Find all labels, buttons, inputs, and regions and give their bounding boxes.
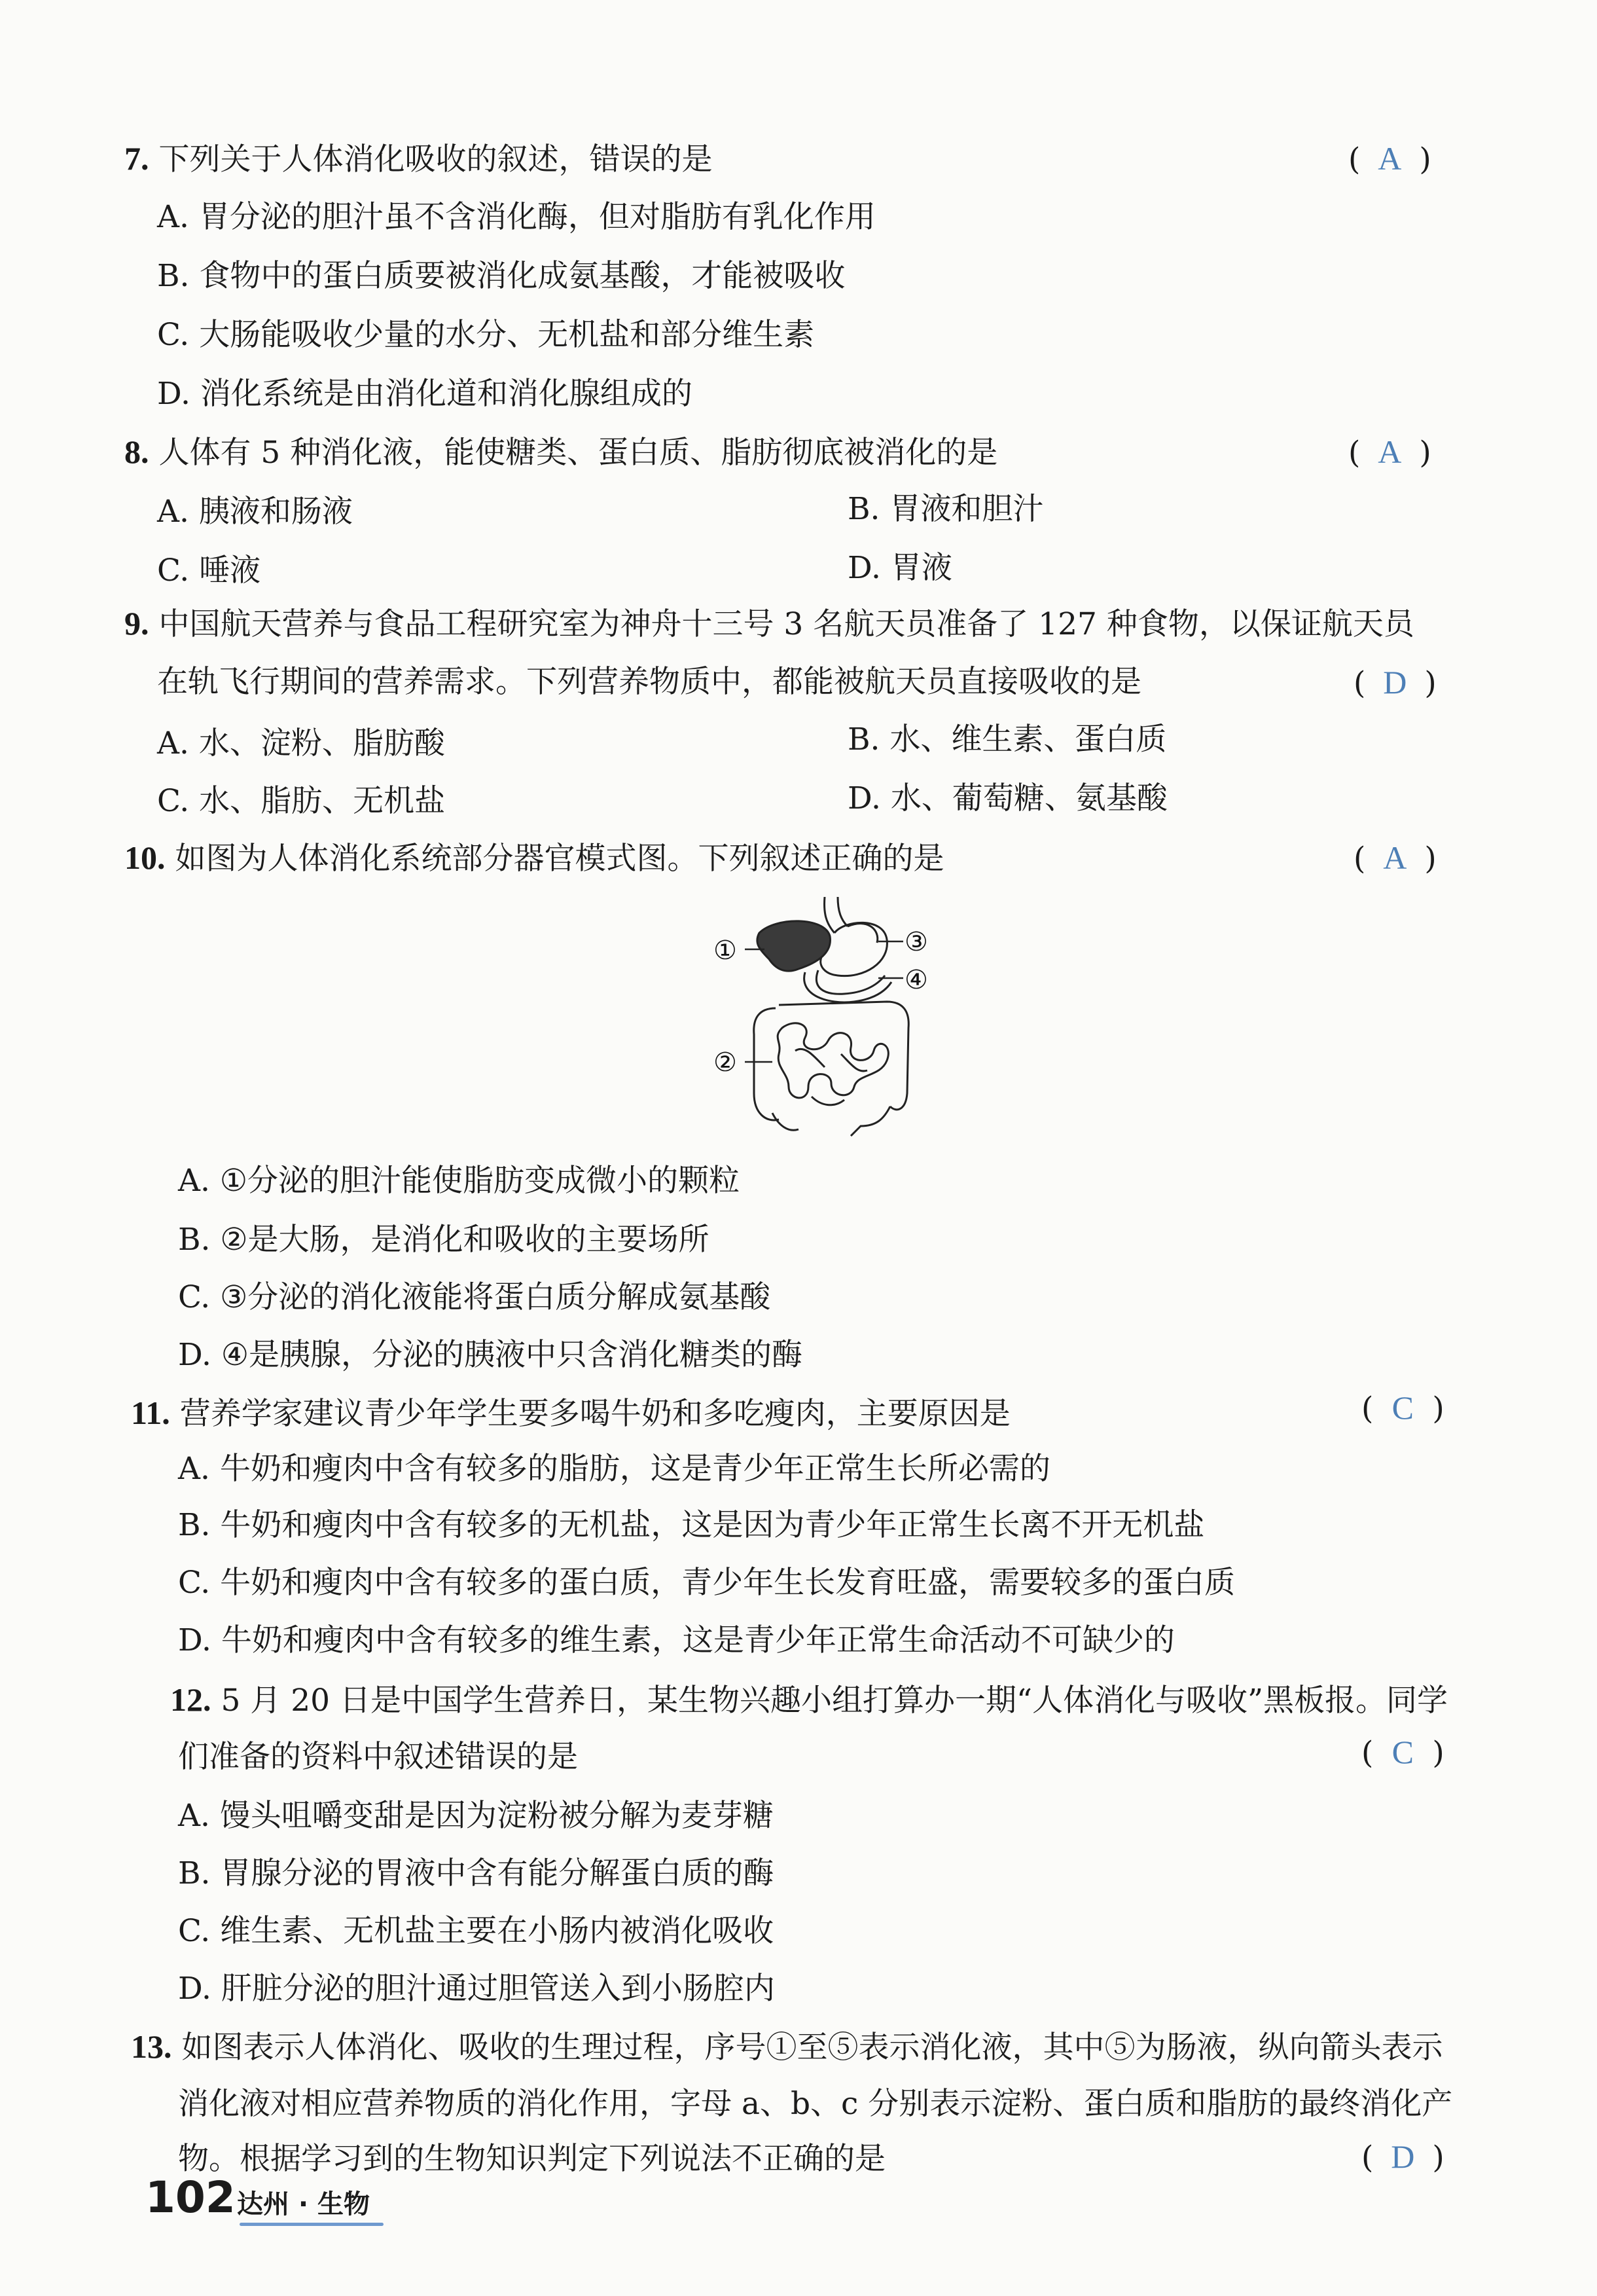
figure-label-2: ② — [713, 1048, 737, 1078]
q8-option-b: B. 胃液和胆汁 — [848, 491, 1044, 527]
footer-underline — [240, 2223, 384, 2226]
q11-option-d: D. 牛奶和瘦肉中含有较多的维生素，这是青少年正常生命活动不可缺少的 — [178, 1622, 1175, 1658]
q11-text: 营养学家建议青少年学生要多喝牛奶和多吃瘦肉，主要原因是 — [179, 1396, 1011, 1432]
q11-option-a: A. 牛奶和瘦肉中含有较多的脂肪，这是青少年正常生长所必需的 — [178, 1451, 1050, 1487]
q8-answer-letter: A — [1378, 433, 1402, 470]
page-number: 102 — [145, 2172, 236, 2223]
q12-text: 5 月 20 日是中国学生营养日，某生物兴趣小组打算办一期“人体消化与吸收”黑板报。同学 — [221, 1683, 1448, 1719]
q12-stem — [170, 1680, 1448, 1721]
q9-option-c: C. 水、脂肪、无机盐 — [157, 783, 446, 819]
q11-number: 11. — [131, 1394, 170, 1431]
q12-option-b: B. 胃腺分泌的胃液中含有能分解蛋白质的酶 — [178, 1855, 774, 1891]
q10-answer: ( A ) — [1354, 839, 1437, 877]
q13-answer: ( D ) — [1361, 2138, 1444, 2176]
q9-answer: ( D ) — [1354, 664, 1437, 701]
q10-option-b: B. ②是大肠，是消化和吸收的主要场所 — [178, 1222, 709, 1258]
q11-option-b: B. 牛奶和瘦肉中含有较多的无机盐，这是因为青少年正常生长离不开无机盐 — [178, 1507, 1205, 1543]
small-intestine-shape — [778, 1023, 888, 1098]
q10-text: 如图为人体消化系统部分器官模式图。下列叙述正确的是 — [175, 841, 944, 877]
q10-option-c: C. ③分泌的消化液能将蛋白质分解成氨基酸 — [178, 1279, 771, 1315]
pancreas-shape — [816, 970, 885, 994]
q9-option-a: A. 水、淀粉、脂肪酸 — [157, 725, 445, 761]
liver-shape — [757, 921, 831, 971]
q7-option-a: A. 胃分泌的胆汁虽不含消化酶，但对脂肪有乳化作用 — [157, 199, 876, 235]
digestive-system-diagram — [713, 897, 949, 1139]
q9-stem — [124, 604, 1414, 644]
q7-answer: ( A ) — [1348, 140, 1431, 177]
q10-answer-letter: A — [1383, 839, 1407, 876]
q13-text: 如图表示人体消化、吸收的生理过程，序号①至⑤表示消化液，其中⑤为肠液，纵向箭头表示 — [181, 2030, 1443, 2066]
q9-answer-letter: D — [1383, 664, 1407, 701]
q12-text-2: 们准备的资料中叙述错误的是 — [178, 1739, 578, 1775]
large-intestine-shape — [754, 1008, 779, 1120]
q9-option-b: B. 水、维生素、蛋白质 — [848, 721, 1167, 757]
q7-number: 7. — [124, 140, 149, 177]
q11-answer: ( C ) — [1361, 1389, 1444, 1427]
q8-stem — [124, 432, 997, 473]
q13-answer-letter: D — [1391, 2138, 1415, 2175]
q10-stem — [124, 838, 944, 879]
q12-option-c: C. 维生素、无机盐主要在小肠内被消化吸收 — [178, 1913, 774, 1949]
q9-option-d: D. 水、葡萄糖、氨基酸 — [848, 780, 1168, 816]
q7-stem — [124, 139, 712, 179]
q13-text-3: 物。根据学习到的生物知识判定下列说法不正确的是 — [178, 2141, 886, 2177]
q12-number: 12. — [170, 1681, 211, 1718]
stomach-shape — [821, 922, 888, 975]
q11-stem — [131, 1393, 1011, 1434]
q11-answer-letter: C — [1391, 1389, 1414, 1426]
q13-number: 13. — [131, 2028, 172, 2065]
q8-option-d: D. 胃液 — [848, 550, 952, 586]
q8-text: 人体有 5 种消化液，能使糖类、蛋白质、脂肪彻底被消化的是 — [158, 435, 998, 471]
q7-option-d: D. 消化系统是由消化道和消化腺组成的 — [157, 376, 692, 412]
q7-text: 下列关于人体消化吸收的叙述，错误的是 — [158, 141, 713, 177]
q8-answer: ( A ) — [1348, 433, 1431, 471]
esophagus-shape — [825, 897, 834, 933]
q8-option-a: A. 胰液和肠液 — [157, 494, 353, 530]
q9-text-2: 在轨飞行期间的营养需求。下列营养物质中，都能被航天员直接吸收的是 — [157, 664, 1141, 700]
q7-option-b: B. 食物中的蛋白质要被消化成氨基酸，才能被吸收 — [157, 258, 846, 294]
figure-label-4: ④ — [905, 965, 928, 995]
book-label: 达州 · 生物 — [237, 2189, 370, 2219]
q12-option-a: A. 馒头咀嚼变甜是因为淀粉被分解为麦芽糖 — [178, 1798, 774, 1834]
q12-option-d: D. 肝脏分泌的胆汁通过胆管送入到小肠腔内 — [178, 1971, 775, 2007]
q10-option-d: D. ④是胰腺，分泌的胰液中只含消化糖类的酶 — [178, 1337, 803, 1373]
q10-option-a: A. ①分泌的胆汁能使脂肪变成微小的颗粒 — [178, 1163, 740, 1199]
q9-text: 中国航天营养与食品工程研究室为神舟十三号 3 名航天员准备了 127 种食物，以保证航天员 — [158, 606, 1414, 642]
q9-number: 9. — [124, 605, 149, 642]
q7-answer-letter: A — [1378, 140, 1402, 177]
q8-number: 8. — [124, 433, 149, 470]
q7-option-c: C. 大肠能吸收少量的水分、无机盐和部分维生素 — [157, 317, 815, 353]
q11-option-c: C. 牛奶和瘦肉中含有较多的蛋白质，青少年生长发育旺盛，需要较多的蛋白质 — [178, 1565, 1236, 1601]
q13-text-2: 消化液对相应营养物质的消化作用，字母 a、b、c 分别表示淀粉、蛋白质和脂肪的最终消化产 — [178, 2086, 1453, 2122]
q12-answer: ( C ) — [1361, 1734, 1444, 1771]
digestive-system-figure — [713, 897, 949, 1139]
figure-label-3: ③ — [905, 927, 928, 957]
q13-stem — [131, 2027, 1443, 2068]
figure-label-1: ① — [713, 936, 737, 966]
q12-answer-letter: C — [1391, 1734, 1414, 1770]
q8-option-c: C. 唾液 — [157, 553, 261, 589]
q10-number: 10. — [124, 839, 166, 876]
